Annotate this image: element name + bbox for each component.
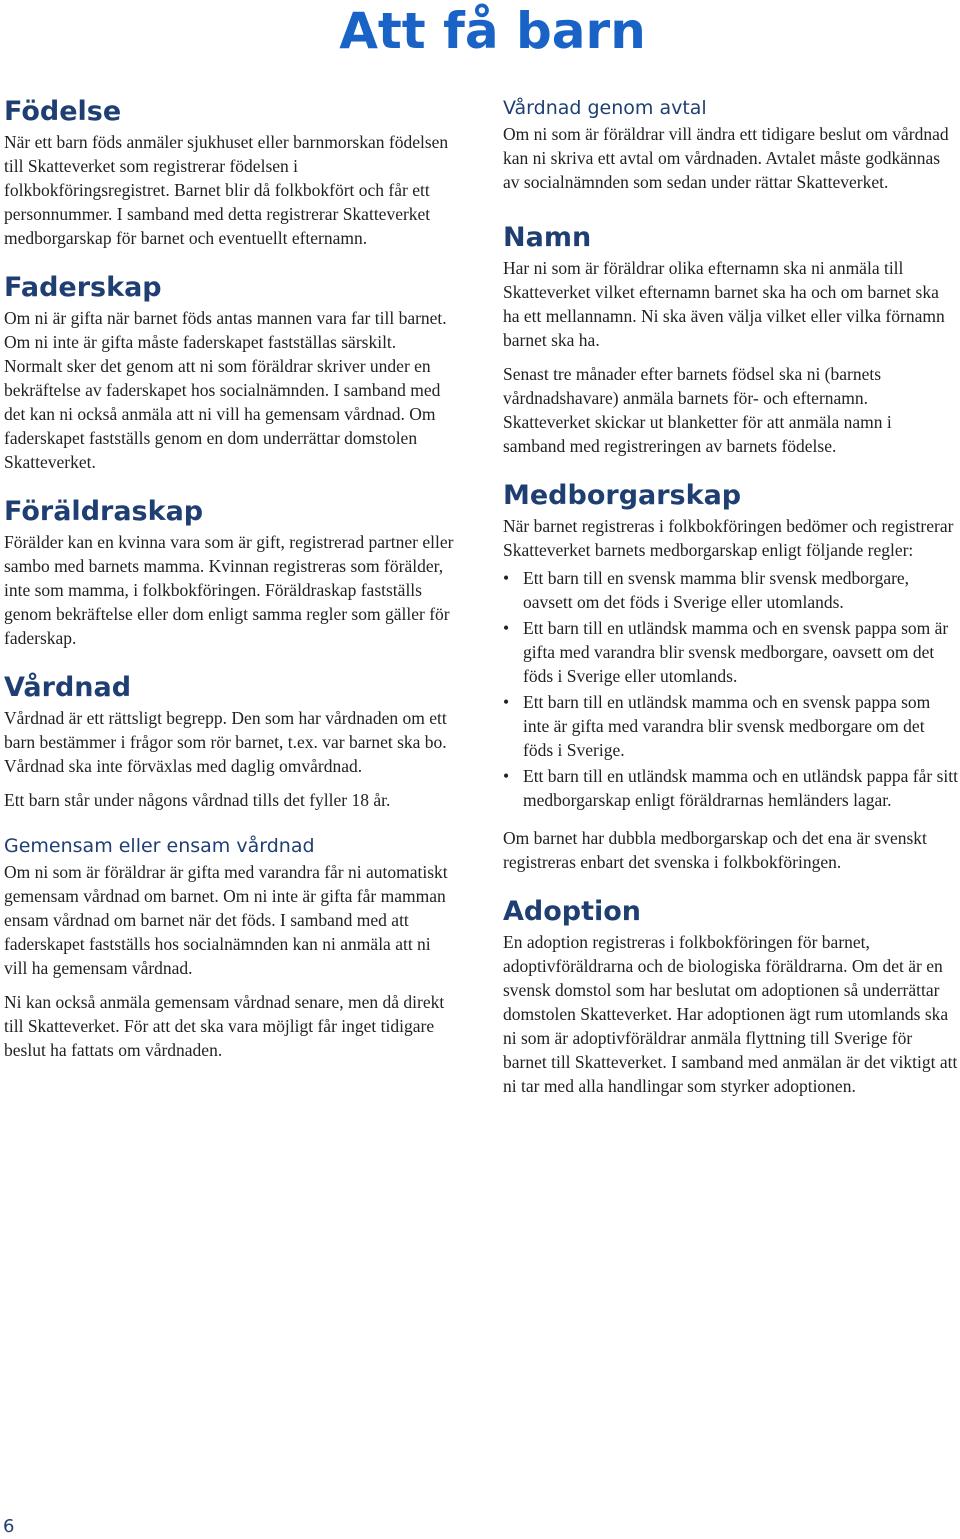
- bullet-icon: •: [503, 618, 510, 638]
- section-medborgarskap: [503, 480, 958, 874]
- list-item: [503, 690, 958, 762]
- left-column: [4, 96, 458, 1062]
- paragraph-vardnad-2: Ett barn står under någons vårdnad tills det fyller 18 år.: [4, 790, 391, 810]
- paragraph-adoption: En adoption registreras i folkbokföringen för barnet, adoptivföräldrarna och de biologiska föräldrarna. Om det är en svensk domstol som har beslutat om adoptionen så underrättar domstolen Skatteverket. Har adoptionen ägt rum utomlands ska ni som är adoptivföräldrar anmäla flyttning till Sverige för barnet till Skatteverket. I samband med anmälan är det viktigt att ni tar med alla handlingar som styrker adoptionen.: [503, 932, 958, 1096]
- list-item: [503, 764, 958, 812]
- section-faderskap: [4, 272, 458, 474]
- heading-fodelse: Födelse: [4, 96, 122, 127]
- section-vardnad-avtal: [503, 96, 958, 194]
- heading-vardnad: Vårdnad: [4, 672, 132, 703]
- page-number: 6: [3, 1516, 15, 1537]
- paragraph-gemensam-2: Ni kan också anmäla gemensam vårdnad senare, men då direkt till Skatteverket. För att det ska vara möjligt får inget tidigare beslut ha fattats om vårdnaden.: [4, 992, 445, 1060]
- list-item: [503, 616, 958, 688]
- paragraph-vardnad-1: Vårdnad är ett rättsligt begrepp. Den som har vårdnaden om ett barn bestämmer i frågor som rör barnet, t.ex. var barnet ska bo. Vårdnad ska inte förväxlas med daglig omvårdnad.: [4, 708, 447, 776]
- paragraph-namn-2: Senast tre månader efter barnets födsel ska ni (barnets vårdnadshavare) anmäla barnets för- och efternamn. Skatteverket skickar ut blanketter för att anmäla namn i samband med registreringen av barnets födelse.: [503, 364, 892, 456]
- paragraph-vardnad-avtal: Om ni som är föräldrar vill ändra ett tidigare beslut om vårdnad kan ni skriva ett avtal om vårdnaden. Avtalet måste godkännas av socialnämnden som sedan under rättar Skatteverket.: [503, 124, 949, 192]
- right-column: [503, 96, 958, 1098]
- paragraph-gemensam-1: Om ni som är föräldrar är gifta med varandra får ni automatiskt gemensam vårdnad om barnet. Om ni inte är gifta får mamman ensam vårdnad om barnet när det föds. I samband med att faderskapet fastställs hos socialnämnden kan ni anmäla att ni vill ha gemensam vårdnad.: [4, 862, 448, 978]
- paragraph-fodelse: När ett barn föds anmäler sjukhuset eller barnmorskan födelsen till Skatteverket som registrerar födelsen i folkbokföringsregistret. Barnet blir då folkbokfört och får ett personnummer. I samband med detta registrerar Skatteverket medborgarskap för barnet och eventuellt efternamn.: [4, 132, 449, 248]
- heading-faderskap: Faderskap: [4, 272, 162, 303]
- section-adoption: [503, 896, 958, 1098]
- list-item-text: Ett barn till en utländsk mamma och en svensk pappa som är gifta med varandra blir svensk medborgare, oavsett om det föds i Sverige eller utomlands.: [523, 618, 949, 686]
- section-foraldraskap: [4, 496, 458, 650]
- section-vardnad: [4, 672, 458, 812]
- heading-medborgarskap: Medborgarskap: [503, 480, 742, 511]
- medborgarskap-rules-list: [503, 566, 958, 812]
- heading-vardnad-avtal: Vårdnad genom avtal: [503, 97, 707, 119]
- section-namn: [503, 222, 958, 458]
- paragraph-foraldraskap: Förälder kan en kvinna vara som är gift, registrerad partner eller sambo med barnets mamma. Kvinnan registreras som förälder, inte som mamma, i folkbokföringen. Föräldraskap fastställs genom bekräftelse eller dom enligt samma regler som gäller för faderskap.: [4, 532, 454, 648]
- list-item-text: Ett barn till en utländsk mamma och en svensk pappa som inte är gifta med varandra blir svensk medborgare om det föds i Sverige.: [523, 692, 931, 760]
- heading-gemensam-vardnad: Gemensam eller ensam vårdnad: [4, 835, 315, 857]
- paragraph-namn-1: Har ni som är föräldrar olika efternamn ska ni anmäla till Skatteverket vilket efternamn barnet ska ha och om barnet ska ha ett mellannamn. Ni ska även välja vilket eller vilka förnamn barnet ska ha.: [503, 258, 945, 350]
- list-item-text: Ett barn till en svensk mamma blir svensk medborgare, oavsett om det föds i Sverige eller utomlands.: [523, 568, 910, 612]
- paragraph-faderskap: Om ni är gifta när barnet föds antas mannen vara far till barnet. Om ni inte är gifta måste faderskapet fastställas särskilt. Normalt sker det genom att ni som föräldrar skriver under en bekräftelse av faderskapet hos socialnämnden. I samband med det kan ni också anmäla att ni vill ha gemensam vårdnad. Om faderskapet fastställs genom en dom underrättar domstolen Skatteverket.: [4, 308, 447, 472]
- heading-foraldraskap: Föräldraskap: [4, 496, 204, 527]
- bullet-icon: •: [503, 568, 510, 588]
- bullet-icon: •: [503, 692, 510, 712]
- bullet-icon: •: [503, 766, 510, 786]
- heading-adoption: Adoption: [503, 896, 642, 927]
- page-title: Att få barn: [339, 2, 646, 60]
- paragraph-medborgarskap-intro: När barnet registreras i folkbokföringen bedömer och registrerar Skatteverket barnets medborgarskap enligt följande regler:: [503, 516, 954, 560]
- heading-namn: Namn: [503, 222, 592, 253]
- section-fodelse: [4, 96, 458, 250]
- section-gemensam-vardnad: [4, 834, 458, 1062]
- list-item-text: Ett barn till en utländsk mamma och en utländsk pappa får sitt medborgarskap enligt föräldrarnas hemländers lagar.: [523, 766, 958, 810]
- list-item: [503, 566, 958, 614]
- paragraph-medborgarskap-dubbla: Om barnet har dubbla medborgarskap och det ena är svenskt registreras enbart det svenska i folkbokföringen.: [503, 828, 927, 872]
